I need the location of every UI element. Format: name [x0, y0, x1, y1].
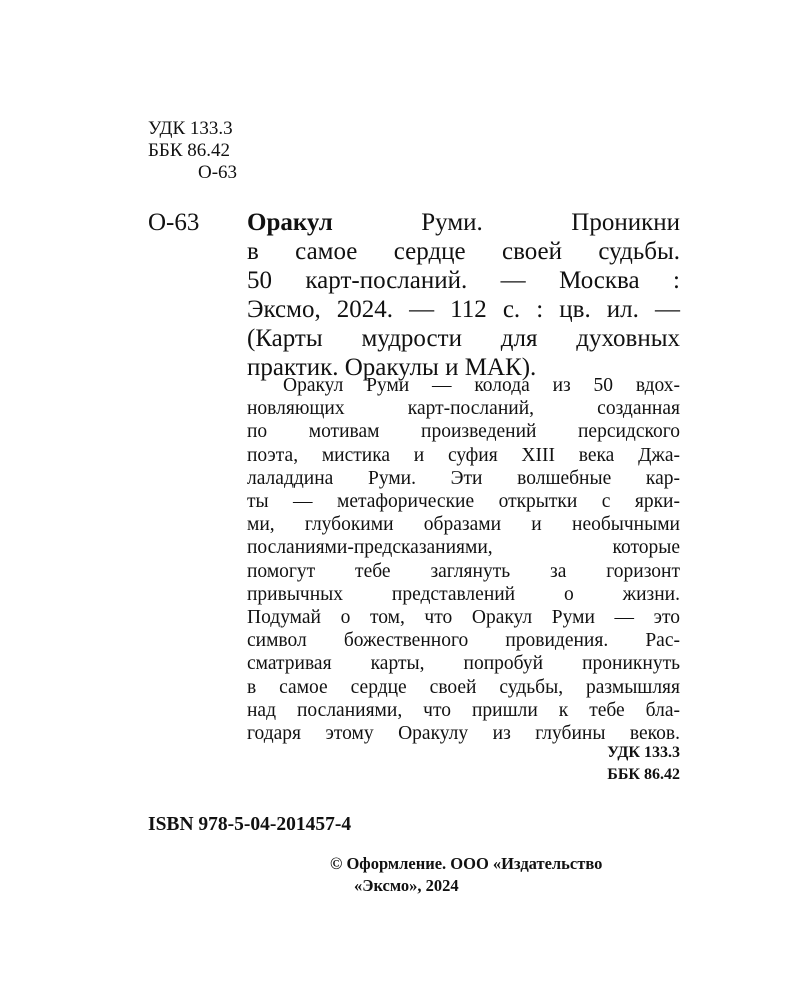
annotation-line: над посланиями, что пришли к тебе бла-: [247, 699, 680, 721]
udk-code: УДК 133.3: [148, 118, 233, 139]
annotation-line: годаря этому Оракулу из глубины веков.: [247, 723, 680, 745]
annotation-line: посланиями-предсказаниями, которые: [247, 537, 680, 559]
annotation-line: поэта, мистика и суфия XIII века Джа-: [247, 444, 680, 466]
biblio-line: в самое сердце своей судьбы.: [247, 238, 680, 265]
classification-block: [148, 118, 237, 184]
biblio-line: практик. Оракулы и МАК).: [247, 354, 537, 381]
copyright-line: © Оформление. ООО «Издательство: [330, 854, 603, 873]
copyright-line: «Эксмо», 2024: [354, 876, 459, 895]
biblio-line: (Карты мудрости для духовных: [247, 325, 680, 352]
biblio-line: 50 карт-посланий. — Москва :: [247, 267, 680, 294]
annotation-line: ми, глубокими образами и необычными: [247, 514, 680, 536]
annotation-udk: УДК 133.3: [607, 744, 680, 761]
annotation-line: сматривая карты, попробуй проникнуть: [247, 653, 680, 675]
annotation-line: ты — метафорические открытки с ярки-: [247, 491, 680, 513]
bibliographic-record: [247, 208, 680, 382]
biblio-line: [247, 208, 680, 237]
book-title-word: Оракул: [247, 209, 333, 236]
annotation: [247, 374, 680, 745]
annotation-line: лаладдина Руми. Эти волшебные кар-: [247, 467, 680, 489]
author-mark: О-63: [198, 162, 238, 183]
catalog-code: О-63: [148, 209, 200, 236]
annotation-line: Подумай о том, что Оракул Руми — это: [247, 607, 680, 629]
annotation-line: символ божественного провидения. Рас-: [247, 630, 680, 652]
annotation-index: [560, 742, 680, 786]
bbk-code: ББК 86.42: [148, 140, 230, 161]
annotation-line: по мотивам произведений персидского: [247, 421, 680, 443]
biblio-line: Эксмо, 2024. — 112 с. : цв. ил. —: [247, 296, 680, 323]
annotation-line: помогут тебе заглянуть за горизонт: [247, 560, 680, 582]
copyright-notice: [330, 853, 685, 897]
annotation-line: в самое сердце своей судьбы, размышляя: [247, 676, 680, 698]
annotation-line: новляющих карт-посланий, созданная: [247, 398, 680, 420]
biblio-line-text: Руми. Проникни: [421, 209, 680, 236]
annotation-line: привычных представлений о жизни.: [247, 583, 680, 605]
annotation-line: Оракул Руми — колода из 50 вдох-: [283, 375, 680, 396]
isbn: ISBN 978-5-04-201457-4: [148, 814, 352, 835]
annotation-bbk: ББК 86.42: [607, 766, 680, 783]
